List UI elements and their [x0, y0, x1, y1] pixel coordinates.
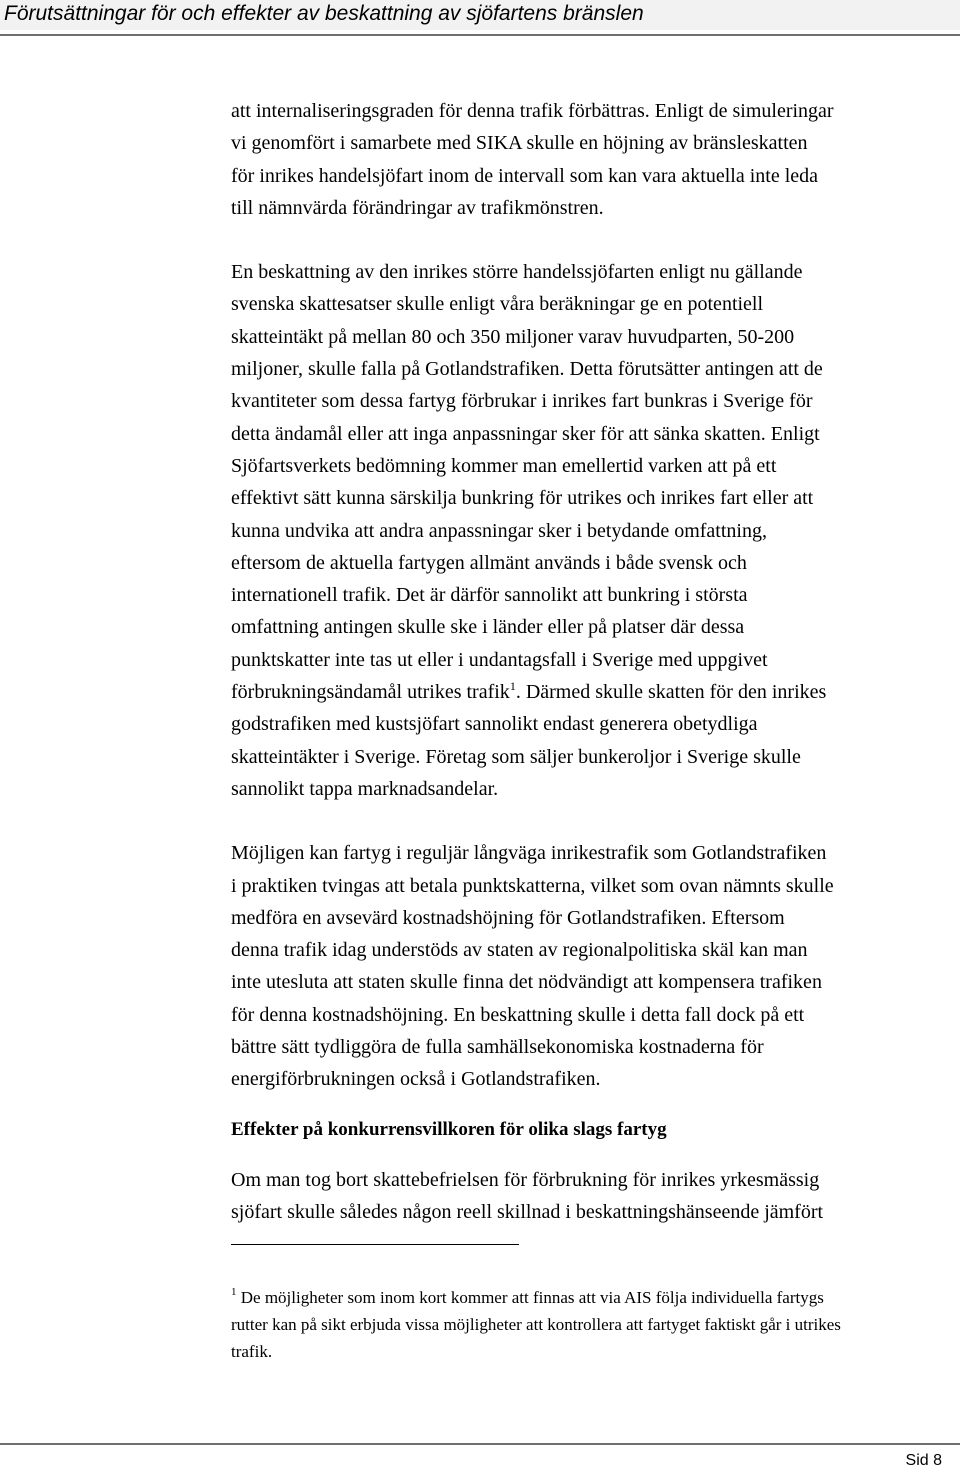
text-line: för denna kostnadshöjning. En beskattning skulle i detta fall dock på ett: [231, 1003, 805, 1026]
text-line: miljoner, skulle falla på Gotlandstrafiken. Detta förutsätter antingen att de: [231, 358, 823, 381]
text-line: sannolikt tappa marknadsandelar.: [231, 777, 499, 800]
text-line: i praktiken tvingas att betala punktskatterna, vilket som ovan nämnts skulle: [231, 874, 834, 897]
text-line: eftersom de aktuella fartygen allmänt används i både svensk och: [231, 551, 747, 574]
paragraph-spacer: [231, 1096, 956, 1114]
text-line: kvantiteter som dessa fartyg förbrukar i inrikes fart bunkras i Sverige för: [231, 390, 813, 413]
text-line: detta ändamål eller att inga anpassningar sker för att sänka skatten. Enligt: [231, 422, 820, 445]
document-title: Förutsättningar för och effekter av beskattning av sjöfartens bränslen: [4, 2, 644, 25]
text-line: Möjligen kan fartyg i reguljär långväga inrikestrafik som Gotlandstrafiken: [231, 842, 827, 865]
text-line: godstrafiken med kustsjöfart sannolikt endast generera obetydliga: [231, 713, 758, 736]
text-segment: förbrukningsändamål utrikes trafik: [231, 681, 510, 704]
text-line: kunna undvika att andra anpassningar sker i betydande omfattning,: [231, 519, 767, 542]
paragraph-2: [231, 256, 956, 805]
paragraph-1: [231, 95, 956, 224]
text-line: En beskattning av den inrikes större handelssjöfarten enligt nu gällande: [231, 261, 803, 284]
text-line: energiförbrukningen också i Gotlandstrafiken.: [231, 1068, 601, 1091]
text-line: bättre sätt tydliggöra de fulla samhällsekonomiska kostnaderna för: [231, 1036, 764, 1059]
text-line: att internaliseringsgraden för denna trafik förbättras. Enligt de simuleringar: [231, 100, 834, 122]
text-line: svenska skattesatser skulle enligt våra beräkningar ge en potentiell: [231, 293, 764, 316]
paragraph-4: [231, 1164, 956, 1229]
text-line: Sjöfartsverkets bedömning kommer man emellertid varken att på ett: [231, 454, 777, 477]
footnote-marker: 1: [231, 1286, 237, 1298]
text-line: skatteintäkt på mellan 80 och 350 miljoner varav huvudparten, 50-200: [231, 325, 795, 348]
text-line: Om man tog bort skattebefrielsen för förbrukning för inrikes yrkesmässig: [231, 1168, 820, 1191]
text-line: till nämnvärda förändringar av trafikmönstren.: [231, 196, 604, 219]
text-line: inte utesluta att staten skulle finna det nödvändigt att kompensera trafiken: [231, 971, 822, 994]
text-line: sjöfart skulle således någon reell skillnad i beskattningshänseende jämfört: [231, 1200, 824, 1223]
text-line: punktskatter inte tas ut eller i undantagsfall i Sverige med uppgivet: [231, 648, 768, 671]
text-line-with-footnote: [231, 676, 956, 708]
footnote-line: [231, 1284, 956, 1311]
text-line: effektivt sätt kunna särskilja bunkring för utrikes och inrikes fart eller att: [231, 487, 814, 510]
footnote: [231, 1284, 956, 1365]
page-number: Sid 8: [905, 1452, 942, 1469]
text-line: för inrikes handelsjöfart inom de intervall som kan vara aktuella inte leda: [231, 164, 819, 187]
paragraph-spacer: [231, 805, 956, 837]
paragraph-spacer: [231, 1146, 956, 1164]
main-content: [231, 95, 956, 1228]
footnote-reference[interactable]: 1: [509, 679, 516, 694]
text-line: medföra en avsevärd kostnadshöjning för Gotlandstrafiken. Eftersom: [231, 906, 785, 929]
paragraph-3: [231, 837, 956, 1095]
footnote-line: rutter kan på sikt erbjuda vissa möjligheter att kontrollera att fartyget faktiskt går i utrikes: [231, 1315, 841, 1334]
page-header: [0, 0, 960, 30]
text-line: vi genomfört i samarbete med SIKA skulle en höjning av bränsleskatten: [231, 132, 808, 155]
text-line: omfattning antingen skulle ske i länder eller på platser där dessa: [231, 616, 745, 639]
footnote-text: De möjligheter som inom kort kommer att finnas att via AIS följa individuella fartygs: [236, 1288, 824, 1307]
text-line: internationell trafik. Det är därför sannolikt att bunkring i största: [231, 584, 748, 607]
footnote-separator: [231, 1244, 519, 1245]
footnote-line: trafik.: [231, 1342, 273, 1361]
paragraph-spacer: [231, 224, 956, 256]
text-segment: . Därmed skulle skatten för den inrikes: [515, 681, 827, 704]
section-heading: Effekter på konkurrensvillkoren för olika slags fartyg: [231, 1118, 667, 1140]
header-divider: [0, 34, 960, 36]
text-line: denna trafik idag understöds av staten av regionalpolitiska skäl kan man: [231, 939, 808, 962]
footer-divider: [0, 1443, 960, 1445]
text-line: skatteintäkter i Sverige. Företag som säljer bunkeroljor i Sverige skulle: [231, 745, 801, 768]
